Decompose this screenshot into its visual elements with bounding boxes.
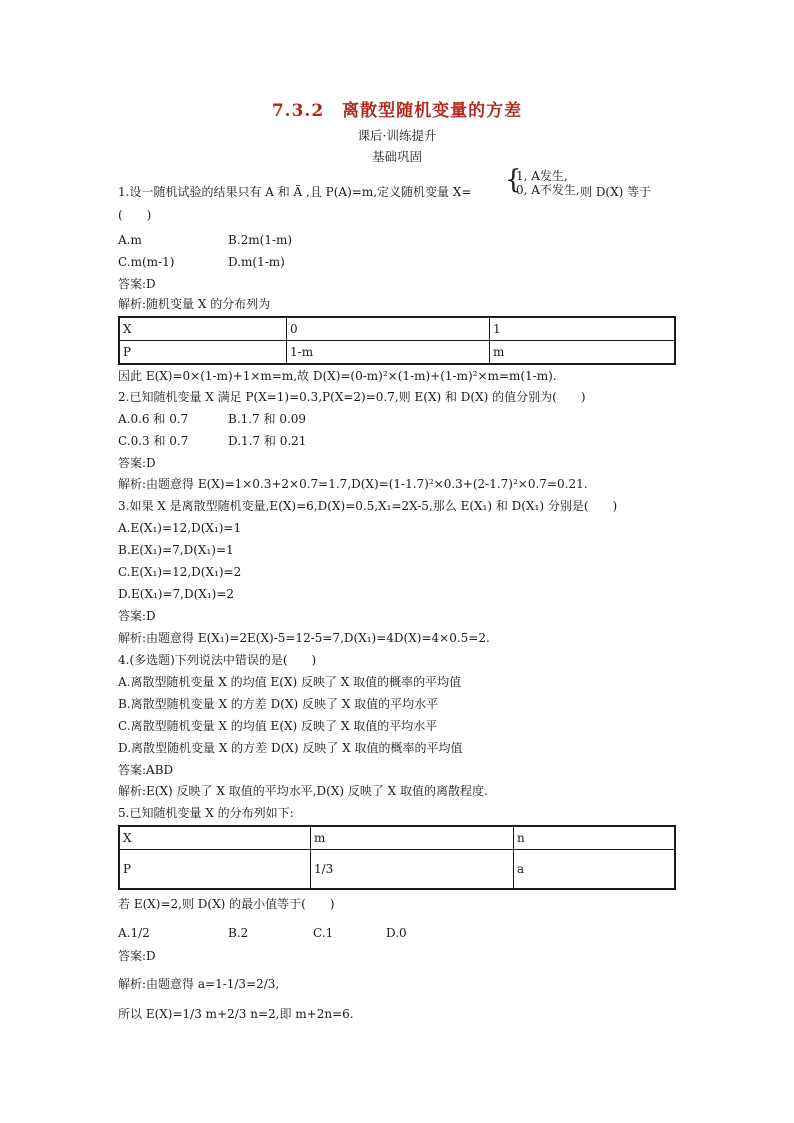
q1-distribution-table — [118, 316, 676, 365]
q5-analysis: 解析:由题意得 a=1-1/3=2/3, — [118, 977, 280, 991]
q5-distribution-table — [118, 825, 676, 890]
table-cell: X — [119, 317, 287, 341]
q2-option-b: B.1.7 和 0.09 — [228, 412, 307, 426]
q1-stem — [118, 184, 471, 200]
table-cell: n — [514, 826, 676, 850]
q4-option-d: D.离散型随机变量 X 的方差 D(X) 反映了 X 取值的概率的平均值 — [118, 741, 463, 755]
page-title: 7.3.2 离散型随机变量的方差 — [271, 101, 523, 121]
q5-answer: 答案:D — [118, 949, 156, 963]
q1-brace: { — [505, 165, 522, 195]
q3-answer: 答案:D — [118, 609, 156, 623]
q1-stem-end: 则 D(X) 等于 — [580, 185, 652, 199]
table-row — [119, 341, 675, 365]
q3-analysis: 解析:由题意得 E(X₁)=2E(X)-5=12-5=7,D(X₁)=4D(X)=4×0.5=2. — [118, 631, 490, 645]
q1-case1: 1, A发生, — [516, 169, 568, 183]
q5-conclusion: 所以 E(X)=1/3 m+2/3 n=2,即 m+2n=6. — [118, 1007, 354, 1021]
q5-condition: 若 E(X)=2,则 D(X) 的最小值等于( ) — [118, 897, 335, 911]
q4-option-b: B.离散型随机变量 X 的方差 D(X) 反映了 X 取值的平均水平 — [118, 697, 439, 711]
table-cell: P — [119, 341, 287, 365]
q1-case2: 0, A不发生, — [516, 183, 580, 197]
q4-option-a: A.离散型随机变量 X 的均值 E(X) 反映了 X 取值的概率的平均值 — [118, 675, 462, 689]
table-cell: 0 — [287, 317, 490, 341]
q1-answer: 答案:D — [118, 277, 156, 291]
q1-option-d: D.m(1-m) — [228, 255, 285, 269]
q2-analysis: 解析:由题意得 E(X)=1×0.3+2×0.7=1.7,D(X)=(1-1.7)²×0.3+(2-1.7)²×0.7=0.21. — [118, 477, 588, 491]
q1-option-a: A.m — [118, 233, 142, 247]
table-row — [119, 317, 675, 341]
table-cell: P — [119, 850, 311, 890]
table-cell: m — [311, 826, 514, 850]
q1-conclusion: 因此 E(X)=0×(1-m)+1×m=m,故 D(X)=(0-m)²×(1-m)+(1-m)²×m=m(1-m). — [118, 369, 557, 383]
q1-paren: ( ) — [118, 208, 152, 222]
q3-option-d: D.E(X₁)=7,D(X₁)=2 — [118, 587, 235, 601]
q5-stem: 5.已知随机变量 X 的分布列如下: — [118, 806, 294, 820]
table-row — [119, 850, 675, 890]
q1-analysis: 解析:随机变量 X 的分布列为 — [118, 297, 271, 311]
q3-option-c: C.E(X₁)=12,D(X₁)=2 — [118, 565, 242, 579]
section-heading: 基础巩固 — [371, 149, 422, 164]
table-cell: m — [490, 341, 676, 365]
q3-option-a: A.E(X₁)=12,D(X₁)=1 — [118, 521, 242, 535]
q4-stem: 4.(多选题)下列说法中错误的是( ) — [118, 653, 317, 667]
table-row — [119, 826, 675, 850]
q4-analysis: 解析:E(X) 反映了 X 取值的平均水平,D(X) 反映了 X 取值的离散程度. — [118, 784, 488, 798]
table-cell: X — [119, 826, 311, 850]
q1-option-c: C.m(m-1) — [118, 255, 175, 269]
q5-option-b: B.2 — [228, 926, 249, 940]
q4-answer: 答案:ABD — [118, 763, 174, 777]
page-subtitle: 课后·训练提升 — [357, 128, 437, 143]
q5-option-a: A.1/2 — [118, 926, 150, 940]
table-cell: a — [514, 850, 676, 890]
q4-option-c: C.离散型随机变量 X 的均值 E(X) 反映了 X 取值的平均水平 — [118, 719, 438, 733]
q3-option-b: B.E(X₁)=7,D(X₁)=1 — [118, 543, 234, 557]
q2-answer: 答案:D — [118, 456, 156, 470]
q5-option-d: D.0 — [386, 926, 407, 940]
q2-stem: 2.已知随机变量 X 满足 P(X=1)=0.3,P(X=2)=0.7,则 E(X) 和 D(X) 的值分别为( ) — [118, 390, 586, 404]
q3-stem: 3.如果 X 是离散型随机变量,E(X)=6,D(X)=0.5,X₁=2X-5,那么 E(X₁) 和 D(X₁) 分别是( ) — [118, 499, 618, 513]
q2-option-c: C.0.3 和 0.7 — [118, 434, 189, 448]
q1-option-b: B.2m(1-m) — [228, 233, 293, 247]
table-cell: 1-m — [287, 341, 490, 365]
q1-stem-text: 1.设一随机试验的结果只有 A 和 Ā ,且 P(A)=m,定义随机变量 X= — [118, 185, 472, 199]
table-cell: 1 — [490, 317, 676, 341]
q2-option-a: A.0.6 和 0.7 — [118, 412, 189, 426]
table-cell: 1/3 — [311, 850, 514, 890]
q5-option-c: C.1 — [313, 926, 334, 940]
q2-option-d: D.1.7 和 0.21 — [228, 434, 307, 448]
